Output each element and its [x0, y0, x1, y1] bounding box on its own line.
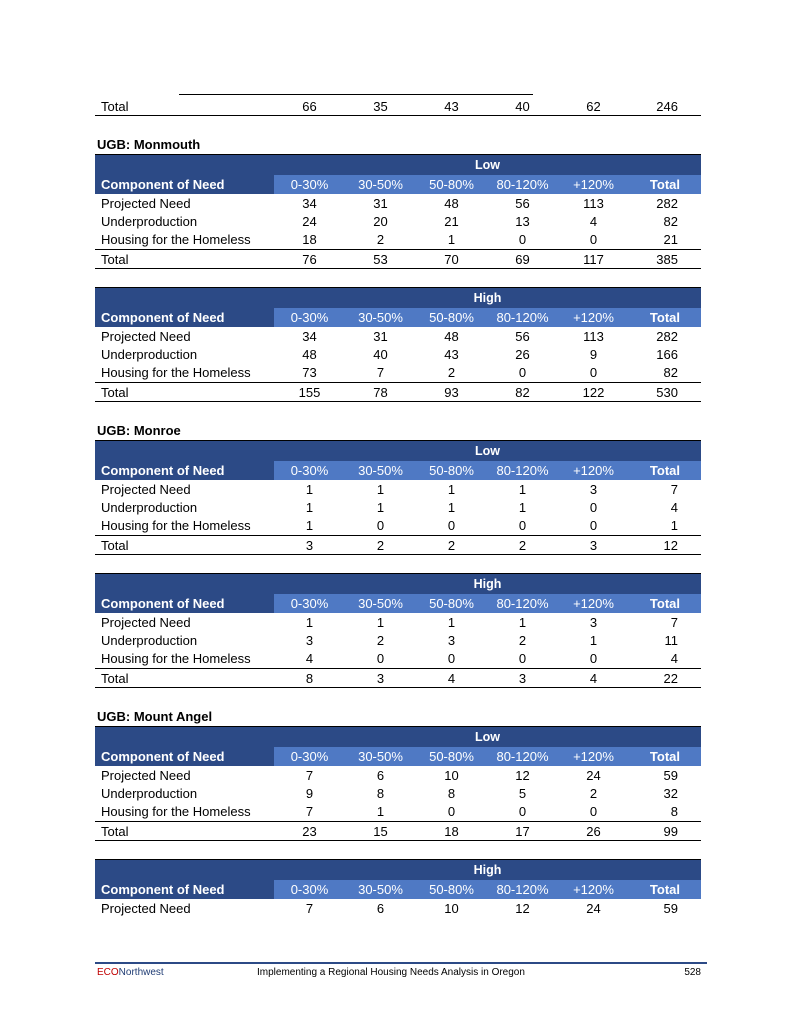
row-label: Total	[101, 537, 129, 553]
cell-value: 117	[583, 251, 604, 267]
column-header: 30-50%	[358, 749, 403, 764]
cell-value: 31	[373, 195, 388, 211]
cell-value: 7	[305, 803, 314, 819]
cell-value: 1	[305, 517, 314, 533]
column-header-component: Component of Need	[95, 747, 274, 766]
cell-value: 2	[376, 231, 385, 247]
table-row	[95, 498, 701, 516]
row-label: Housing for the Homeless	[101, 364, 251, 380]
cell-value: 21	[444, 213, 459, 229]
cell-value: 1	[518, 499, 527, 515]
cell-value: 82	[515, 384, 530, 400]
cell-value: 12	[515, 900, 530, 916]
table-row	[95, 327, 701, 345]
cell-value: 0	[447, 650, 456, 666]
column-header-component: Component of Need	[95, 175, 274, 194]
column-header: +120%	[573, 310, 614, 325]
column-header: 50-80%	[429, 749, 474, 764]
cell-value: 48	[302, 346, 317, 362]
cell-value: 10	[444, 900, 459, 916]
cell-value: 32	[663, 785, 678, 801]
cell-value: 3	[589, 614, 598, 630]
cell-value: 0	[589, 803, 598, 819]
table-row	[95, 516, 701, 534]
column-header: 0-30%	[290, 463, 329, 478]
cell-value: 0	[589, 517, 598, 533]
cell-value: 0	[518, 803, 527, 819]
cell-value: 0	[589, 231, 598, 247]
cell-value: 31	[373, 328, 388, 344]
row-label: Total	[101, 823, 129, 839]
table-row	[95, 363, 701, 381]
table-row	[95, 194, 701, 212]
cell-value: 4	[670, 650, 678, 666]
cell-value: 23	[302, 823, 317, 839]
row-label: Projected Need	[101, 900, 191, 916]
level-label: Low	[475, 444, 500, 458]
cell-value: 155	[298, 384, 321, 400]
cell-value: 11	[664, 632, 678, 648]
cell-value: 2	[518, 537, 527, 553]
column-header: 50-80%	[429, 463, 474, 478]
table-column-header	[95, 175, 701, 194]
cell-value: 9	[305, 785, 314, 801]
column-header-component: Component of Need	[95, 461, 274, 480]
column-header: 50-80%	[429, 177, 474, 192]
level-label: High	[473, 577, 502, 591]
row-label: Projected Need	[101, 614, 191, 630]
column-header-component: Component of Need	[95, 880, 274, 899]
cell-value: 70	[444, 251, 459, 267]
table-column-header	[95, 461, 701, 480]
total-row	[95, 668, 701, 688]
level-label: Low	[475, 158, 500, 172]
cell-value: 62	[586, 98, 601, 114]
table-row	[95, 802, 701, 820]
column-header: +120%	[573, 596, 614, 611]
cell-value: 3	[589, 481, 598, 497]
cell-value: 56	[515, 328, 530, 344]
table-row	[95, 230, 701, 248]
cell-value: 7	[670, 614, 678, 630]
cell-value: 1	[376, 499, 385, 515]
column-header: Total	[649, 749, 680, 764]
row-label: Underproduction	[101, 785, 198, 801]
cell-value: 1	[376, 481, 385, 497]
cell-value: 34	[302, 195, 317, 211]
column-header: 0-30%	[290, 882, 329, 897]
cell-value: 21	[663, 231, 678, 247]
table-row	[95, 212, 701, 230]
row-label: Projected Need	[101, 481, 191, 497]
cell-value: 8	[376, 785, 385, 801]
section-title: UGB: Mount Angel	[97, 709, 213, 724]
footer-title: Implementing a Regional Housing Needs Analysis in Oregon	[257, 967, 525, 978]
cell-value: 246	[656, 98, 678, 114]
cell-value: 4	[589, 213, 598, 229]
section-title: UGB: Monmouth	[97, 137, 201, 152]
cell-value: 4	[447, 670, 456, 686]
cell-value: 122	[582, 384, 605, 400]
cell-value: 4	[670, 499, 678, 515]
column-header: Total	[649, 596, 680, 611]
row-label: Underproduction	[101, 632, 198, 648]
row-label: Underproduction	[101, 346, 198, 362]
cell-value: 1	[376, 803, 385, 819]
column-header: 80-120%	[496, 310, 549, 325]
column-header: Total	[649, 882, 680, 897]
cell-value: 2	[376, 632, 385, 648]
cell-value: 8	[670, 803, 678, 819]
row-label: Projected Need	[101, 328, 191, 344]
column-header: 30-50%	[358, 882, 403, 897]
cell-value: 78	[373, 384, 388, 400]
cell-value: 530	[656, 384, 678, 400]
level-label: Low	[475, 730, 500, 744]
cell-value: 2	[447, 537, 456, 553]
table-column-header	[95, 747, 701, 766]
page-footer	[95, 962, 707, 982]
row-label: Total	[101, 251, 129, 267]
cell-value: 1	[305, 499, 314, 515]
column-header: +120%	[573, 463, 614, 478]
cell-value: 43	[444, 346, 459, 362]
cell-value: 35	[373, 98, 388, 114]
column-header: 0-30%	[290, 596, 329, 611]
column-header-band	[274, 747, 701, 766]
cell-value: 8	[447, 785, 456, 801]
cell-value: 8	[305, 670, 314, 686]
table-row	[95, 899, 701, 917]
cell-value: 3	[376, 670, 385, 686]
cell-value: 18	[302, 231, 317, 247]
cell-value: 1	[589, 632, 598, 648]
cell-value: 82	[663, 364, 678, 380]
cell-value: 17	[515, 823, 530, 839]
column-header-band	[274, 308, 701, 327]
cell-value: 69	[515, 251, 530, 267]
page-number: 528	[684, 967, 701, 978]
column-header: +120%	[573, 749, 614, 764]
cell-value: 1	[305, 614, 314, 630]
row-label: Projected Need	[101, 195, 191, 211]
cell-value: 24	[586, 767, 601, 783]
cell-value: 82	[663, 213, 678, 229]
column-header: 50-80%	[429, 596, 474, 611]
cell-value: 48	[444, 195, 459, 211]
cell-value: 282	[656, 328, 678, 344]
table-level-header	[95, 440, 701, 461]
cell-value: 40	[515, 98, 530, 114]
row-label: Housing for the Homeless	[101, 231, 251, 247]
table-column-header	[95, 594, 701, 613]
column-header-band	[274, 461, 701, 480]
table-row	[95, 480, 701, 498]
cell-value: 1	[518, 481, 527, 497]
cell-value: 6	[376, 900, 385, 916]
cell-value: 1	[376, 614, 385, 630]
cell-value: 7	[670, 481, 678, 497]
table-level-header	[95, 726, 701, 747]
cell-value: 43	[444, 98, 459, 114]
column-header: 80-120%	[496, 596, 549, 611]
cell-value: 66	[302, 98, 317, 114]
column-header: +120%	[573, 882, 614, 897]
document-page	[95, 0, 701, 937]
column-header: Total	[649, 177, 680, 192]
cell-value: 6	[376, 767, 385, 783]
cell-value: 15	[373, 823, 388, 839]
cell-value: 13	[515, 213, 530, 229]
cell-value: 18	[444, 823, 459, 839]
cell-value: 0	[518, 231, 527, 247]
cell-value: 3	[305, 632, 314, 648]
cell-value: 0	[518, 650, 527, 666]
row-label: Total	[101, 384, 129, 400]
cell-value: 1	[518, 614, 527, 630]
cell-value: 166	[656, 346, 678, 362]
cell-value: 0	[518, 364, 527, 380]
cell-value: 9	[589, 346, 598, 362]
table-level-header	[95, 287, 701, 308]
cell-value: 93	[444, 384, 459, 400]
cell-value: 59	[663, 900, 678, 916]
cell-value: 1	[447, 481, 456, 497]
row-label: Total	[101, 98, 129, 114]
table-column-header	[95, 308, 701, 327]
cell-value: 34	[302, 328, 317, 344]
row-label: Underproduction	[101, 499, 198, 515]
cell-value: 2	[376, 537, 385, 553]
column-header-band	[274, 594, 701, 613]
cell-value: 0	[589, 650, 598, 666]
total-row	[95, 535, 701, 555]
cell-value: 385	[656, 251, 678, 267]
cell-value: 3	[518, 670, 527, 686]
column-header: Total	[649, 463, 680, 478]
cell-value: 0	[589, 499, 598, 515]
cell-value: 5	[518, 785, 527, 801]
cell-value: 0	[447, 517, 456, 533]
table-column-header	[95, 880, 701, 899]
cell-value: 0	[518, 517, 527, 533]
row-label: Underproduction	[101, 213, 198, 229]
column-header: 0-30%	[290, 310, 329, 325]
cell-value: 3	[589, 537, 598, 553]
cell-value: 12	[663, 537, 678, 553]
total-row	[95, 821, 701, 841]
table-row	[95, 613, 701, 631]
cell-value: 1	[447, 231, 456, 247]
cell-value: 56	[515, 195, 530, 211]
cell-value: 3	[305, 537, 314, 553]
column-header-component: Component of Need	[95, 308, 274, 327]
cell-value: 40	[373, 346, 388, 362]
cell-value: 1	[447, 499, 456, 515]
table-row	[95, 766, 701, 784]
cell-value: 4	[589, 670, 598, 686]
cell-value: 53	[373, 251, 388, 267]
cell-value: 73	[302, 364, 317, 380]
cell-value: 24	[586, 900, 601, 916]
cell-value: 0	[376, 650, 385, 666]
column-header-component: Component of Need	[95, 594, 274, 613]
cell-value: 2	[447, 364, 456, 380]
column-header: 0-30%	[290, 749, 329, 764]
cell-value: 0	[589, 364, 598, 380]
column-header: 30-50%	[358, 310, 403, 325]
table-level-header	[95, 573, 701, 594]
column-header: 0-30%	[290, 177, 329, 192]
total-row	[95, 249, 701, 269]
level-label: High	[473, 291, 502, 305]
table-row	[95, 649, 701, 667]
column-header: 30-50%	[358, 177, 403, 192]
cell-value: 113	[583, 195, 604, 211]
cell-value: 26	[586, 823, 601, 839]
total-row	[95, 97, 701, 116]
cell-value: 0	[447, 803, 456, 819]
table-row	[95, 631, 701, 649]
column-header: 80-120%	[496, 749, 549, 764]
row-label: Projected Need	[101, 767, 191, 783]
cell-value: 76	[302, 251, 317, 267]
cell-value: 2	[518, 632, 527, 648]
column-header-band	[274, 880, 701, 899]
cell-value: 24	[302, 213, 317, 229]
cell-value: 1	[305, 481, 314, 497]
column-header: 50-80%	[429, 882, 474, 897]
table-row	[95, 784, 701, 802]
cell-value: 7	[305, 900, 314, 916]
column-header: 30-50%	[358, 596, 403, 611]
total-row	[95, 382, 701, 402]
cell-value: 59	[663, 767, 678, 783]
row-label: Total	[101, 670, 129, 686]
cell-value: 0	[376, 517, 385, 533]
section-title: UGB: Monroe	[97, 423, 181, 438]
cell-value: 113	[583, 328, 604, 344]
cell-value: 12	[515, 767, 530, 783]
table-level-header	[95, 154, 701, 175]
row-label: Housing for the Homeless	[101, 650, 251, 666]
cell-value: 22	[663, 670, 678, 686]
cell-value: 99	[663, 823, 678, 839]
cell-value: 7	[305, 767, 314, 783]
cell-value: 1	[447, 614, 456, 630]
level-label: High	[473, 863, 502, 877]
cell-value: 4	[305, 650, 314, 666]
column-header: 80-120%	[496, 463, 549, 478]
column-header: +120%	[573, 177, 614, 192]
table-row	[95, 345, 701, 363]
column-header: 80-120%	[496, 177, 549, 192]
table-level-header	[95, 859, 701, 880]
cell-value: 3	[447, 632, 456, 648]
cell-value: 20	[373, 213, 388, 229]
column-header: 30-50%	[358, 463, 403, 478]
cell-value: 1	[670, 517, 678, 533]
cell-value: 26	[515, 346, 530, 362]
row-label: Housing for the Homeless	[101, 517, 251, 533]
cell-value: 7	[376, 364, 385, 380]
cell-value: 2	[589, 785, 598, 801]
cell-value: 282	[656, 195, 678, 211]
column-header: 50-80%	[429, 310, 474, 325]
cell-value: 48	[444, 328, 459, 344]
row-label: Housing for the Homeless	[101, 803, 251, 819]
cell-value: 10	[444, 767, 459, 783]
column-header: Total	[649, 310, 680, 325]
column-header: 80-120%	[496, 882, 549, 897]
column-header-band	[274, 175, 701, 194]
footer-brand: ECONorthwest	[97, 967, 164, 978]
